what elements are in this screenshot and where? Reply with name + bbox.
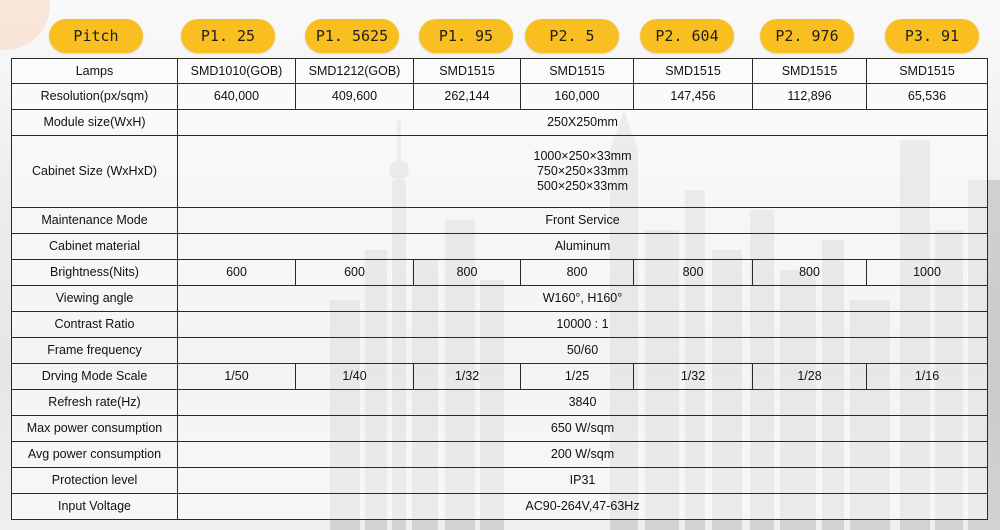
table-cell: 160,000 [521, 84, 634, 110]
table-row-max-power [12, 416, 988, 442]
table-cell: 1/40 [296, 364, 414, 390]
table-cell: 112,896 [753, 84, 867, 110]
cabinet-size-line: 500×250×33mm [536, 179, 629, 193]
table-cell: 640,000 [178, 84, 296, 110]
table-cell: 3840 [178, 390, 988, 416]
table-cell: W160°, H160° [178, 286, 988, 312]
table-row-module-size [12, 110, 988, 136]
pitch-pill: P1. 5625 [305, 19, 399, 53]
row-label: Cabinet Size (WxHxD) [12, 136, 178, 208]
table-row-driving-mode [12, 364, 988, 390]
table-cell: 600 [296, 260, 414, 286]
table-cell: 800 [753, 260, 867, 286]
row-label: Cabinet material [12, 234, 178, 260]
pitch-header-row [0, 19, 1000, 55]
pitch-pill: P3. 91 [885, 19, 979, 53]
pitch-pill: P1. 95 [419, 19, 513, 53]
cabinet-size-line: 1000×250×33mm [533, 149, 632, 163]
row-label: Lamps [12, 59, 178, 84]
table-row-resolution [12, 84, 988, 110]
spec-table [11, 58, 988, 520]
pitch-pill: P2. 604 [640, 19, 734, 53]
table-row-cabinet-size [12, 136, 988, 208]
table-cell: 10000 : 1 [178, 312, 988, 338]
table-row-lamps [12, 59, 988, 84]
table-cell: AC90-264V,47-63Hz [178, 494, 988, 520]
table-cell: 1/32 [634, 364, 753, 390]
table-cell-multiline [178, 136, 988, 208]
table-cell: SMD1515 [753, 59, 867, 84]
row-label: Module size(WxH) [12, 110, 178, 136]
table-cell: 650 W/sqm [178, 416, 988, 442]
table-cell: 1/50 [178, 364, 296, 390]
table-cell: SMD1010(GOB) [178, 59, 296, 84]
table-cell: 65,536 [867, 84, 988, 110]
table-row-protection [12, 468, 988, 494]
row-label: Resolution(px/sqm) [12, 84, 178, 110]
table-cell: 800 [634, 260, 753, 286]
table-cell: Aluminum [178, 234, 988, 260]
pitch-label-pill: Pitch [49, 19, 143, 53]
cabinet-size-line: 750×250×33mm [536, 164, 629, 178]
row-label: Avg power consumption [12, 442, 178, 468]
table-cell: IP31 [178, 468, 988, 494]
table-cell: 250X250mm [178, 110, 988, 136]
table-cell: 1/32 [414, 364, 521, 390]
row-label: Brightness(Nits) [12, 260, 178, 286]
table-cell: SMD1515 [867, 59, 988, 84]
row-label: Contrast Ratio [12, 312, 178, 338]
pitch-pill: P2. 976 [760, 19, 854, 53]
pitch-pill: P2. 5 [525, 19, 619, 53]
row-label: Max power consumption [12, 416, 178, 442]
row-label: Viewing angle [12, 286, 178, 312]
table-cell: SMD1515 [521, 59, 634, 84]
table-cell: 600 [178, 260, 296, 286]
row-label: Drving Mode Scale [12, 364, 178, 390]
table-row-cabinet-material [12, 234, 988, 260]
table-row-viewing-angle [12, 286, 988, 312]
row-label: Frame frequency [12, 338, 178, 364]
table-cell: SMD1515 [634, 59, 753, 84]
table-row-input-voltage [12, 494, 988, 520]
table-cell: 200 W/sqm [178, 442, 988, 468]
table-row-maintenance [12, 208, 988, 234]
table-cell: 1/16 [867, 364, 988, 390]
table-row-brightness [12, 260, 988, 286]
table-cell: 800 [414, 260, 521, 286]
table-cell: SMD1515 [414, 59, 521, 84]
table-cell: 1000 [867, 260, 988, 286]
table-cell: 50/60 [178, 338, 988, 364]
table-cell: 147,456 [634, 84, 753, 110]
row-label: Maintenance Mode [12, 208, 178, 234]
table-cell: SMD1212(GOB) [296, 59, 414, 84]
table-cell: 1/25 [521, 364, 634, 390]
table-row-frame-frequency [12, 338, 988, 364]
pitch-pill: P1. 25 [181, 19, 275, 53]
table-cell: 262,144 [414, 84, 521, 110]
table-row-avg-power [12, 442, 988, 468]
table-cell: 409,600 [296, 84, 414, 110]
row-label: Refresh rate(Hz) [12, 390, 178, 416]
table-cell: Front Service [178, 208, 988, 234]
row-label: Protection level [12, 468, 178, 494]
table-row-refresh-rate [12, 390, 988, 416]
row-label: Input Voltage [12, 494, 178, 520]
table-cell: 1/28 [753, 364, 867, 390]
table-cell: 800 [521, 260, 634, 286]
table-row-contrast [12, 312, 988, 338]
